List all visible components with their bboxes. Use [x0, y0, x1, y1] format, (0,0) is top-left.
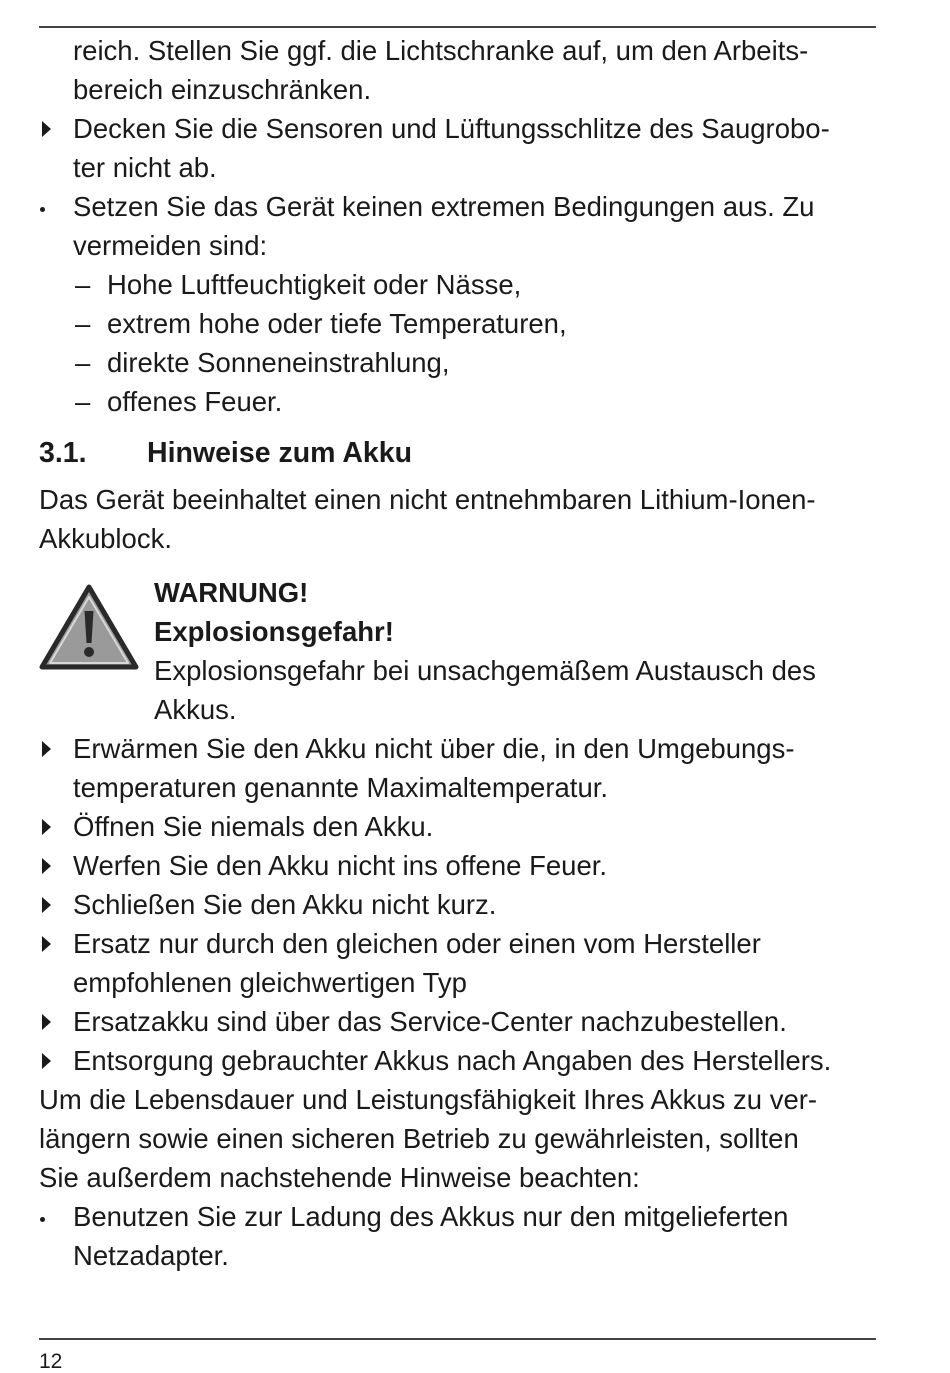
dash-marker: – [75, 347, 91, 378]
arrow-bullet-icon [39, 885, 69, 924]
text-line: Benutzen Sie zur Ladung des Akkus nur den mitgelieferten [73, 1201, 789, 1232]
text-line: reich. Stellen Sie ggf. die Lichtschranke auf, um den Arbeits- [73, 35, 809, 66]
condition-text: offenes Feuer. [107, 386, 283, 417]
condition-item [39, 382, 881, 421]
instruction-item [39, 1002, 881, 1041]
text-line: Ersatz nur durch den gleichen oder einen vom Hersteller [73, 928, 761, 959]
top-rule [39, 26, 876, 28]
text-line: bereich einzuschränken. [73, 74, 372, 105]
warning-triangle-icon [39, 583, 139, 671]
arrow-bullet-icon [39, 1041, 69, 1080]
dash-marker: – [75, 308, 91, 339]
text-line: vermeiden sind: [73, 230, 268, 261]
warning-text: Explosionsgefahr bei unsachgemäßem Austausch des [154, 655, 816, 686]
section-intro [39, 480, 881, 558]
warning-label: WARNUNG! [154, 577, 309, 608]
instruction-item [39, 885, 881, 924]
condition-text: extrem hohe oder tiefe Temperaturen, [107, 308, 567, 339]
bullet-item [39, 187, 881, 265]
text-line: Netzadapter. [73, 1240, 229, 1271]
warning-text: Akkus. [154, 694, 237, 725]
page-content [39, 31, 881, 1275]
text-line: empfohlenen gleichwertigen Typ [73, 967, 467, 998]
text-line: Entsorgung gebrauchter Akkus nach Angaben des Herstellers. [73, 1045, 832, 1076]
text-line: ter nicht ab. [73, 152, 217, 183]
text-line: Decken Sie die Sensoren und Lüftungsschlitze des Saugrobo- [73, 113, 830, 144]
instruction-item [39, 109, 881, 187]
text-line: Das Gerät beeinhaltet einen nicht entnehmbaren Lithium-Ionen- [39, 484, 816, 515]
section-heading [39, 434, 881, 473]
text-line: Sie außerdem nachstehende Hinweise beachten: [39, 1162, 640, 1193]
text-line: Akkublock. [39, 523, 172, 554]
condition-item [39, 265, 881, 304]
instruction-item [39, 846, 881, 885]
section-title: Hinweise zum Akku [147, 437, 413, 469]
page-number: 12 [39, 1350, 63, 1373]
text-line: Öffnen Sie niemals den Akku. [73, 811, 434, 842]
text-line: Um die Lebensdauer und Leistungsfähigkeit Ihres Akkus zu ver- [39, 1084, 818, 1115]
arrow-bullet-icon [39, 846, 69, 885]
arrow-bullet-icon [39, 109, 69, 148]
continued-item [39, 31, 881, 109]
instruction-item [39, 924, 881, 1002]
text-line: Werfen Sie den Akku nicht ins offene Feuer. [73, 850, 608, 881]
instruction-item [39, 807, 881, 846]
condition-text: direkte Sonneneinstrahlung, [107, 347, 450, 378]
text-line: Erwärmen Sie den Akku nicht über die, in den Umgebungs- [73, 733, 795, 764]
dot-bullet-icon [39, 187, 69, 226]
text-line: temperaturen genannte Maximaltemperatur. [73, 772, 609, 803]
arrow-bullet-icon [39, 807, 69, 846]
text-line: Setzen Sie das Gerät keinen extremen Bedingungen aus. Zu [73, 191, 815, 222]
arrow-bullet-icon [39, 729, 69, 768]
dot-bullet-icon [39, 1197, 69, 1236]
instruction-item [39, 729, 881, 807]
text-line: Schließen Sie den Akku nicht kurz. [73, 889, 497, 920]
bottom-rule [39, 1338, 876, 1340]
bullet-item [39, 1197, 881, 1275]
dash-marker: – [75, 269, 91, 300]
instruction-item [39, 1041, 881, 1080]
condition-text: Hohe Luftfeuchtigkeit oder Nässe, [107, 269, 522, 300]
dash-marker: – [75, 386, 91, 417]
section-number: 3.1. [39, 437, 87, 469]
text-line: längern sowie einen sicheren Betrieb zu gewährleisten, sollten [39, 1123, 799, 1154]
text-line: Ersatzakku sind über das Service-Center nachzubestellen. [73, 1006, 787, 1037]
arrow-bullet-icon [39, 1002, 69, 1041]
closing-paragraph [39, 1080, 881, 1197]
warning-subtitle: Explosionsgefahr! [154, 616, 394, 647]
condition-item [39, 343, 881, 382]
arrow-bullet-icon [39, 924, 69, 963]
warning-box [39, 573, 881, 729]
condition-item [39, 304, 881, 343]
